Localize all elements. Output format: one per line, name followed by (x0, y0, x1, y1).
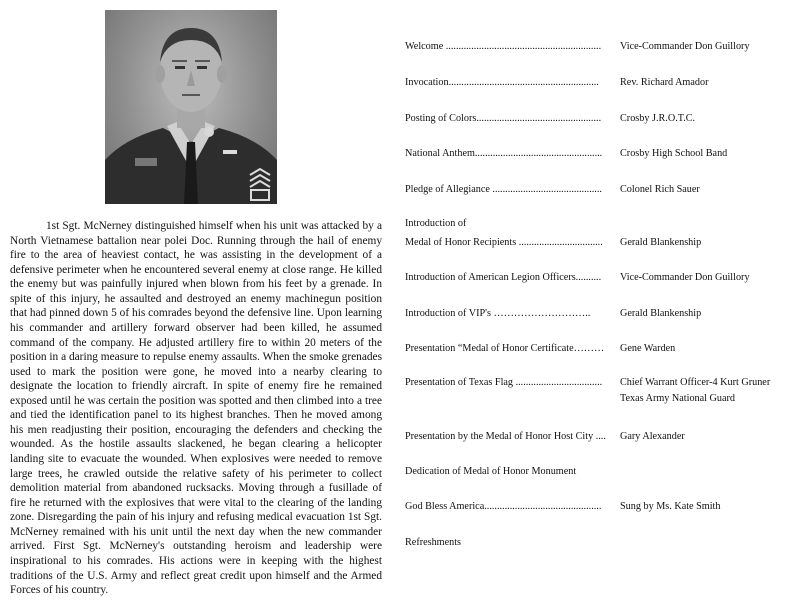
program-item-presenter: Vice-Commander Don Guillory (620, 41, 750, 52)
soldier-portrait-illustration (105, 10, 277, 204)
program-item-presenter: Gerald Blankenship (620, 308, 702, 319)
program-item-legion-officers (405, 272, 750, 283)
portrait-photo (105, 10, 277, 204)
program-item-label: Presentation by the Medal of Honor Host City .... (405, 431, 606, 442)
program-item-host-city (405, 431, 685, 442)
program-item-welcome (405, 41, 750, 52)
program-item-label: Welcome ............................................................. (405, 41, 602, 52)
program-item-label: Presentation “Medal of Honor Certificate……… (405, 343, 605, 354)
program-item-texas-flag (405, 377, 770, 388)
program-item-label: Medal of Honor Recipients ................................. (405, 237, 603, 248)
program-item-vips (405, 308, 701, 319)
program-item-presenter: Crosby J.R.O.T.C. (620, 113, 696, 124)
program-item-presenter: Vice-Commander Don Guillory (620, 272, 750, 283)
program-item-presenter: Sung by Ms. Kate Smith (620, 501, 721, 512)
program-item-label: Introduction of American Legion Officers.......... (405, 272, 602, 283)
program-item-label: God Bless America.............................................. (405, 501, 602, 512)
program-item-label: Invocation........................................................... (405, 77, 599, 88)
program-item-presenter: Colonel Rich Sauer (620, 184, 700, 195)
program-item-presenter: Gene Warden (620, 343, 676, 354)
program-item-label: Posting of Colors................................................. (405, 113, 602, 124)
program-item-presenter-line2: Texas Army National Guard (620, 393, 735, 404)
program-item-national-anthem (405, 148, 727, 159)
program-item-dedication (405, 466, 576, 477)
program-item-god-bless-america (405, 501, 720, 512)
program-item-presenter: Gerald Blankenship (620, 237, 702, 248)
program-item-pledge (405, 184, 700, 195)
program-item-moh-recipients (405, 237, 701, 248)
program-item-invocation (405, 77, 708, 88)
program-item-label-line1: Introduction of (405, 218, 467, 229)
program-item-label: Pledge of Allegiance ........................................... (405, 184, 602, 195)
program-item-refreshments (405, 537, 461, 548)
program-item-label: Presentation of Texas Flag .................................. (405, 377, 603, 388)
program-item-certificate (405, 343, 675, 354)
program-item-presenter: Crosby High School Band (620, 148, 728, 159)
program-item-presenter: Gary Alexander (620, 431, 685, 442)
program-item-label: Dedication of Medal of Honor Monument (405, 466, 577, 477)
program-item-label: Introduction of VIP's ……………………….. (405, 308, 591, 319)
program-item-label: Refreshments (405, 537, 462, 548)
program-item-presenter: Rev. Richard Amador (620, 77, 709, 88)
biography-text: 1st Sgt. McNerney distinguished himself when his unit was attacked by a North Vietnamese battalion near polei Doc. Running through the hail of enemy fire to the area of heaviest contact, he was assisting in the development of a defensive perimeter when he encountered several enemy at close range. He killed the enemy but was painfully injured when blown from his feet by a grenade. In spite of this injury, he assaulted and destroyed an enemy machinegun position that had pinned down 5 of his comrades beyond the defensive line. Upon learning his commander and artillery forward observer had been killed, he assumed command of the company. He adjusted artillery fire to within 20 meters of the position in a daring measure to repulse enemy assaults. When the smoke grenades used to mark the position were gone, he moved into a nearby clearing to designate the location to friendly aircraft. In spite of enemy fire he remained exposed until he was certain the position was spotted and then climbed into a tree and tied the identification panel to its highest branches. Then he moved among his men readjusting their position, encouraging the defenders and checking the wounded. As the hostile assaults slackened, he began clearing a helicopter landing site to evacuate the wounded. When explosives were needed to remove large trees, he crawled outside the relative safety of his perimeter to collect demolition material from abandoned rucksacks. Moving through a fusillade of fire he returned with the explosives that were vital to the clearing of the landing zone. Disregarding the pain of his injury and refusing medical evacuation 1st Sgt. McNerney remained with his unit until the next day when the new commander arrived. First Sgt. McNerney's outstanding heroism and leadership were inspirational to his comrades. His actions were in keeping with the highest traditions of the U.S. Army and reflect great credit upon himself and the Armed Forces of his country. (10, 220, 382, 597)
program-item-presenter: Chief Warrant Officer-4 Kurt Gruner (620, 377, 771, 388)
program-item-posting-colors (405, 113, 695, 124)
program-item-label: National Anthem.................................................. (405, 148, 603, 159)
